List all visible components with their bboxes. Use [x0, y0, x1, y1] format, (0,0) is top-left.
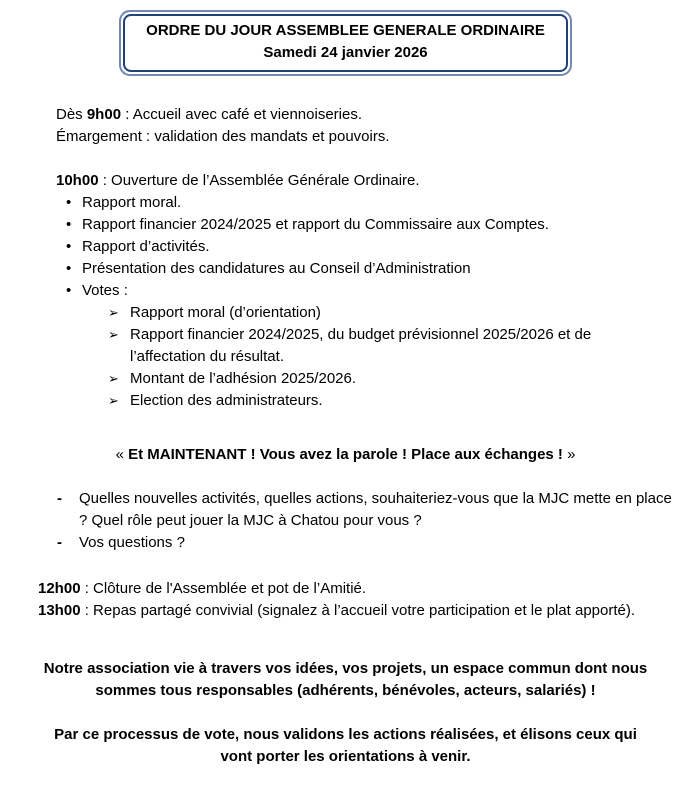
- session-heading: [56, 170, 691, 192]
- agenda-title-box: [119, 10, 572, 76]
- closing-text-13h00: : Repas partagé convivial (signalez à l’accueil votre participation et le plat apporté).: [80, 602, 636, 619]
- vote-item-text: Rapport moral (d’orientation): [130, 304, 321, 321]
- dash-bullet-icon: -: [57, 534, 62, 551]
- closing-section: [38, 578, 663, 622]
- bullet-item-text: Rapport moral.: [82, 194, 182, 211]
- bullet-icon: •: [66, 282, 72, 299]
- bullet-icon: •: [66, 260, 72, 277]
- votes-sublist: [108, 302, 646, 412]
- arrow-bullet-icon: ➢: [108, 305, 119, 320]
- closing-time-12h00: 12h00: [38, 580, 81, 597]
- intro-time-9h00: 9h00: [86, 106, 122, 123]
- closing-time-13h00: 13h00: [38, 602, 81, 619]
- dash-bullet-icon: -: [57, 490, 62, 507]
- agenda-bullet-list: [66, 192, 671, 302]
- list-item: [66, 258, 671, 280]
- arrow-bullet-icon: ➢: [108, 327, 119, 342]
- footer-vote-statement: Par ce processus de vote, nous validons les actions réalisées, et élisons ceux qui vont porter les orientations à venir.: [54, 726, 637, 765]
- list-item: [108, 368, 646, 390]
- intro-section: [56, 104, 691, 148]
- discussion-list: [57, 488, 679, 554]
- closing-text-12h00: : Clôture de l'Assemblée et pot de l’Amitié.: [80, 580, 367, 597]
- intro-line-prefix: Dès: [56, 106, 87, 123]
- bullet-item-text: Rapport d’activités.: [82, 238, 210, 255]
- vote-item-text: Election des administrateurs.: [130, 392, 323, 409]
- arrow-bullet-icon: ➢: [108, 393, 119, 408]
- quote-close-mark: »: [562, 446, 576, 463]
- discussion-item-text: Quelles nouvelles activités, quelles actions, souhaiteriez-vous que la MJC mette en place ? Quel rôle peut jouer la MJC à Chatou pour vous ?: [79, 490, 672, 529]
- intro-line-rest: : Accueil avec café et viennoiseries.: [121, 106, 363, 123]
- bullet-icon: •: [66, 238, 72, 255]
- session-time-10h00: 10h00: [56, 172, 99, 189]
- agenda-document-page: [0, 10, 691, 799]
- list-item: [108, 324, 646, 368]
- list-item: [66, 192, 671, 214]
- vote-item-text: Montant de l’adhésion 2025/2026.: [130, 370, 357, 387]
- bullet-item-text: Présentation des candidatures au Conseil d’Administration: [82, 260, 471, 277]
- discussion-item-text: Vos questions ?: [79, 534, 185, 551]
- bullet-item-text: Rapport financier 2024/2025 et rapport du Commissaire aux Comptes.: [82, 216, 549, 233]
- agenda-date: Samedi 24 janvier 2026: [263, 44, 428, 61]
- vote-item-text: Rapport financier 2024/2025, du budget prévisionnel 2025/2026 et de l’affectation du résultat.: [130, 326, 592, 365]
- list-item: [66, 236, 671, 258]
- intro-line-emargement: Émargement : validation des mandats et pouvoirs.: [56, 128, 390, 145]
- bullet-icon: •: [66, 194, 72, 211]
- footer-association-statement: Notre association vie à travers vos idées, vos projets, un espace commun dont nous sommes tous responsables (adhérents, bénévoles, acteurs, salariés) !: [43, 660, 648, 699]
- agenda-title-box-inner: [123, 14, 568, 72]
- intro-line-welcome: [56, 104, 691, 126]
- arrow-bullet-icon: ➢: [108, 371, 119, 386]
- quote-open-mark: «: [115, 446, 129, 463]
- list-item: [57, 532, 679, 554]
- closing-line-13h00: [38, 600, 663, 622]
- exchange-quote-heading: [30, 444, 661, 466]
- bullet-item-text: Votes :: [82, 282, 128, 299]
- list-item: [57, 488, 679, 532]
- agenda-title: ORDRE DU JOUR ASSEMBLEE GENERALE ORDINAIRE: [146, 22, 545, 39]
- list-item: [108, 390, 646, 412]
- list-item: [66, 214, 671, 236]
- closing-line-12h00: [38, 578, 663, 600]
- list-item: [66, 280, 671, 302]
- quote-text: Et MAINTENANT ! Vous avez la parole ! Place aux échanges !: [128, 446, 563, 463]
- bullet-icon: •: [66, 216, 72, 233]
- session-heading-text: : Ouverture de l’Assemblée Générale Ordinaire.: [98, 172, 420, 189]
- list-item: [108, 302, 646, 324]
